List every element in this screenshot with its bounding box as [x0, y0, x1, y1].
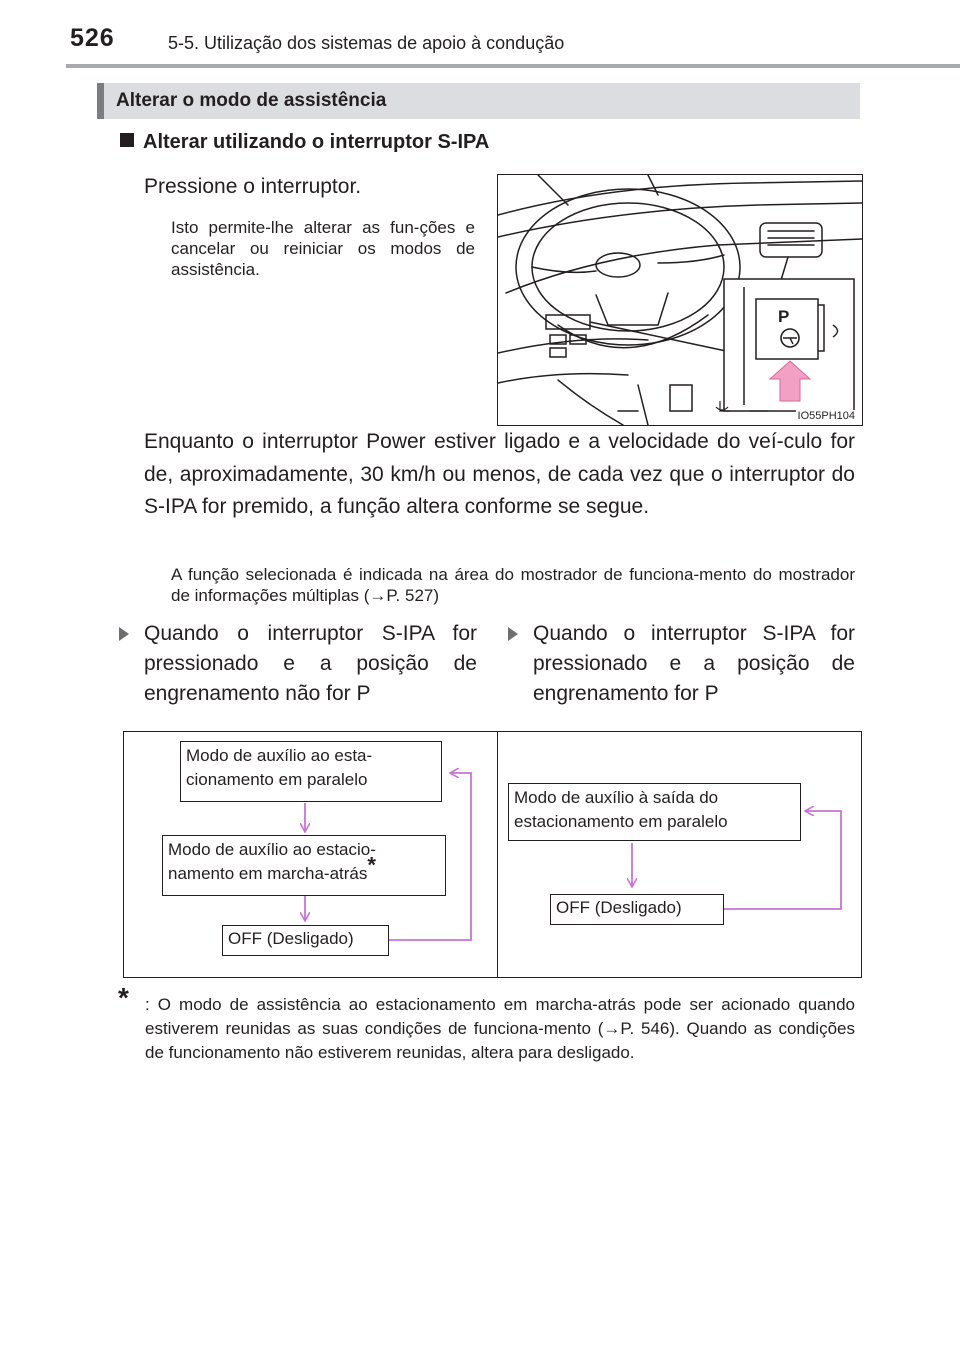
node-back-in-parking-assist — [162, 835, 446, 896]
node-line: Modo de auxílio à saída do — [514, 788, 719, 807]
node-off-right: OFF (Desligado) — [550, 894, 724, 925]
node-line: cionamento em paralelo — [186, 770, 368, 789]
node-line: estacionamento em paralelo — [514, 812, 728, 831]
node-line — [168, 852, 440, 886]
node-off-left: OFF (Desligado) — [222, 925, 389, 956]
sub-heading-text: Alterar utilizando o interruptor S-IPA — [143, 131, 490, 153]
running-head: 5-5. Utilização dos sistemas de apoio à condução — [168, 33, 565, 53]
step-note: Isto permite-lhe alterar as fun-ções e cancelar ou reiniciar os modos de assistência. — [171, 218, 475, 279]
body-note: A função selecionada é indicada na área do mostrador de funciona-mento do mostrador de informações múltiplas (→P. 527) — [171, 565, 855, 605]
footnote-mark: * — [118, 982, 129, 1013]
node-line: Modo de auxílio ao estacio- — [168, 840, 376, 859]
body-paragraph: Enquanto o interruptor Power estiver ligado e a velocidade do veí-culo for de, aproximadamente, 30 km/h ou menos, de cada vez que o interruptor do S-IPA for premido, a função altera conforme se segue. — [144, 430, 855, 518]
node-line: Modo de auxílio ao esta- — [186, 746, 373, 765]
asterisk-mark: * — [367, 852, 376, 878]
page-number: 526 — [70, 24, 115, 52]
illustration-code: IO55PH104 — [797, 410, 855, 422]
switch-label: P — [778, 307, 790, 326]
node-parallel-parking-assist — [180, 741, 442, 802]
footnote-text: : O modo de assistência ao estacionamento em marcha-atrás pode ser acionado quando estiverem reunidas as suas condições de funciona-mento (→P. 546). Quando as condições de funcionamento não estiverem reunidas, altera para desligado. — [145, 995, 855, 1062]
node-parallel-exit-assist — [508, 783, 801, 841]
section-title: Alterar o modo de assistência — [116, 90, 387, 111]
column-heading-left-text: Quando o interruptor S-IPA for pressionado e a posição de engrenamento não for P — [144, 622, 477, 705]
column-heading-right-text: Quando o interruptor S-IPA for pressionado e a posição de engrenamento for P — [533, 622, 855, 705]
step-instruction: Pressione o interruptor. — [144, 175, 362, 198]
node-line-text: namento em marcha-atrás — [168, 864, 368, 883]
